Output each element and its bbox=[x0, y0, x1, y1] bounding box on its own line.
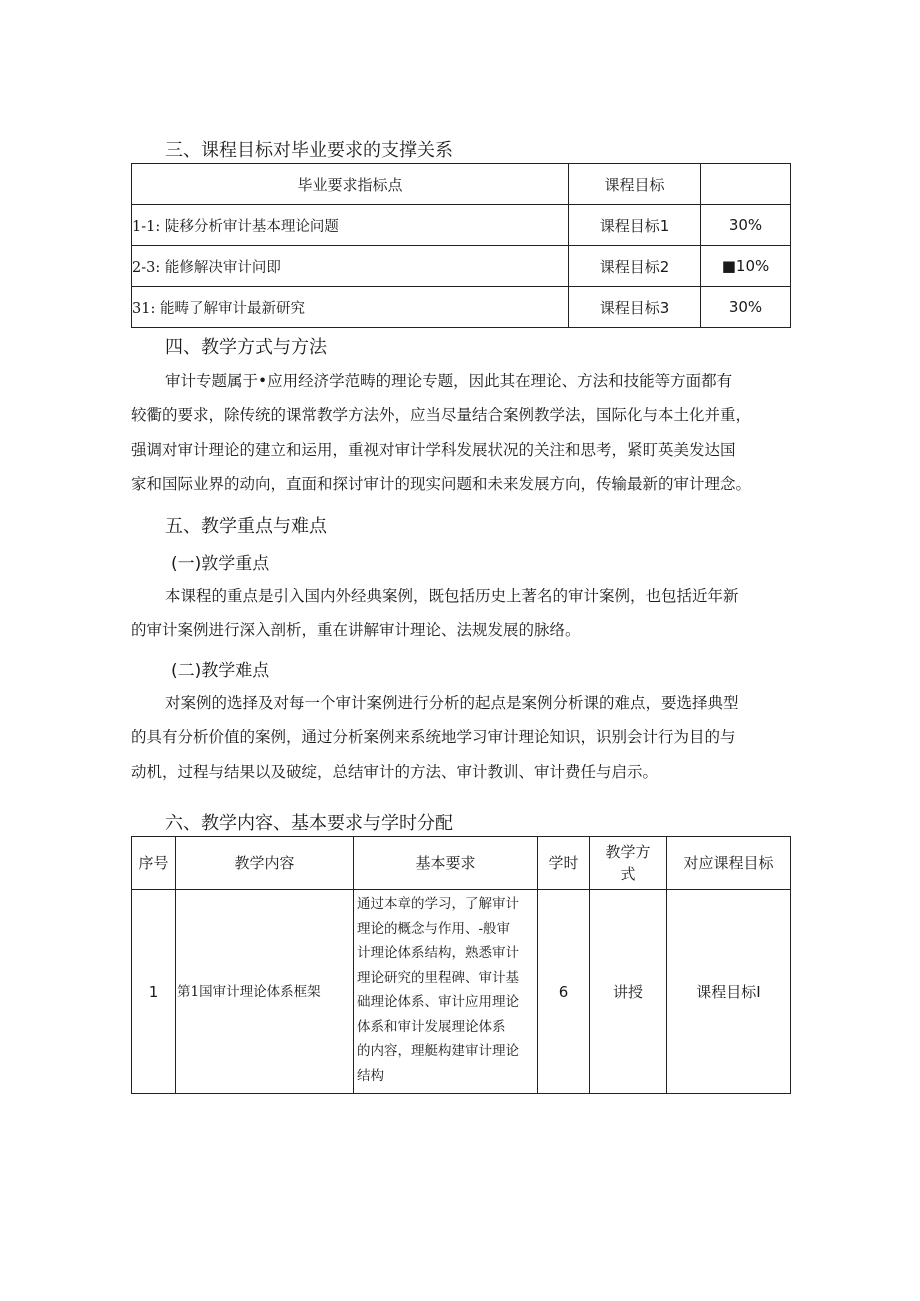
weight: ■10% bbox=[701, 246, 791, 287]
header-point: 毕业要求指标点 bbox=[132, 164, 569, 205]
indicator-point: 1-1: 陡移分析审计基本理论问题 bbox=[132, 205, 569, 246]
requirement-line: 理论研究的里程碑、审计基 bbox=[357, 969, 519, 986]
row-seq: 1 bbox=[132, 890, 176, 1094]
paragraph-line: 较衢的要求，除传统的课常教学方法外，应当尽量结合案例教学法，国际化与本土化并重， bbox=[131, 406, 752, 425]
requirement-line: 体系和审计发展理论体系 bbox=[357, 1018, 506, 1035]
header-requirement: 基本要求 bbox=[354, 837, 538, 890]
course-goal: 课程目标3 bbox=[569, 287, 701, 328]
header-weight bbox=[701, 164, 791, 205]
indicator-point: 2-3: 能修解决审计问即 bbox=[132, 246, 569, 287]
weight: 30% bbox=[701, 287, 791, 328]
content-table bbox=[131, 836, 791, 1094]
requirement-line: 通过本章的学习，了解审计 bbox=[357, 896, 519, 912]
section6-heading: 六、教学内容、基本要求与学时分配 bbox=[165, 813, 453, 834]
requirement-line: 理论的概念与作用、-般审 bbox=[357, 920, 511, 937]
requirement-line: 础理论体系、审计应用理论 bbox=[357, 994, 519, 1010]
difficulties-paragraph bbox=[131, 686, 791, 789]
course-goal: 课程目标1 bbox=[569, 205, 701, 246]
requirement-line: 计理论体系结构，熟悉审计 bbox=[357, 945, 519, 961]
row-requirement bbox=[354, 890, 538, 1094]
section5-heading: 五、教学重点与难点 bbox=[165, 516, 327, 537]
table-row bbox=[132, 246, 791, 287]
table-header-row bbox=[132, 837, 791, 890]
table-header-row bbox=[132, 164, 791, 205]
table-row bbox=[132, 205, 791, 246]
key-points-paragraph bbox=[131, 579, 791, 648]
paragraph-line: 家和国际业界的动向，直面和探讨审计的现实问题和未来发展方向，传输最新的审计理念。 bbox=[131, 474, 752, 493]
table-row bbox=[132, 890, 791, 1094]
header-seq: 序号 bbox=[132, 837, 176, 890]
paragraph-line: 审计专题属于•应用经济学范畴的理论专题，因此其在理论、方法和技能等方面都有 bbox=[165, 372, 733, 390]
requirement-line: 结构 bbox=[357, 1067, 384, 1084]
header-content: 教学内容 bbox=[176, 837, 354, 890]
row-hours: 6 bbox=[538, 890, 590, 1094]
paragraph-line: 的审计案例进行深入剖析，重在讲解审计理论、法规发展的脉络。 bbox=[131, 621, 581, 640]
key-points-heading: (一)敦学重点 bbox=[171, 554, 270, 574]
section3-heading: 三、课程目标对毕业要求的支撑关系 bbox=[165, 140, 453, 161]
paragraph-line: 的具有分析价值的案例，通过分析案例来系统地学习审计理论知识，识别会计行为目的与 bbox=[131, 728, 736, 747]
header-hours: 学时 bbox=[538, 837, 590, 890]
paragraph-line: 动机，过程与结果以及破绽，总结审计的方法、审计教训、审计费任与启示。 bbox=[131, 762, 659, 781]
row-content: 第1国审计理论体系框架 bbox=[176, 890, 354, 1094]
row-method: 讲授 bbox=[590, 890, 667, 1094]
header-goal: 对应课程目标 bbox=[667, 837, 791, 890]
paragraph-line: 对案例的选择及对每一个审计案例进行分析的起点是案例分析课的难点，要选择典型 bbox=[165, 694, 739, 712]
support-table bbox=[131, 163, 791, 328]
table-row bbox=[132, 287, 791, 328]
difficulties-heading: (二)教学难点 bbox=[171, 661, 270, 681]
paragraph-line: 强调对审计理论的建立和运用，重视对审计学科发展状况的关注和思考，紧盯英美发达国 bbox=[131, 440, 736, 459]
section4-heading: 四、教学方式与方法 bbox=[165, 337, 327, 358]
weight: 30% bbox=[701, 205, 791, 246]
header-goal: 课程目标 bbox=[569, 164, 701, 205]
header-method: 教学方式 bbox=[590, 837, 667, 890]
indicator-point: 31: 能畴了解审计最新研究 bbox=[132, 287, 569, 328]
paragraph-line: 本课程的重点是引入国内外经典案例，既包括历史上著名的审计案例，也包括近年新 bbox=[165, 587, 739, 605]
row-goal: 课程目标I bbox=[667, 890, 791, 1094]
course-goal: 课程目标2 bbox=[569, 246, 701, 287]
section4-paragraph bbox=[131, 364, 791, 501]
requirement-line: 的内容，理艇构建审计理论 bbox=[357, 1043, 519, 1059]
